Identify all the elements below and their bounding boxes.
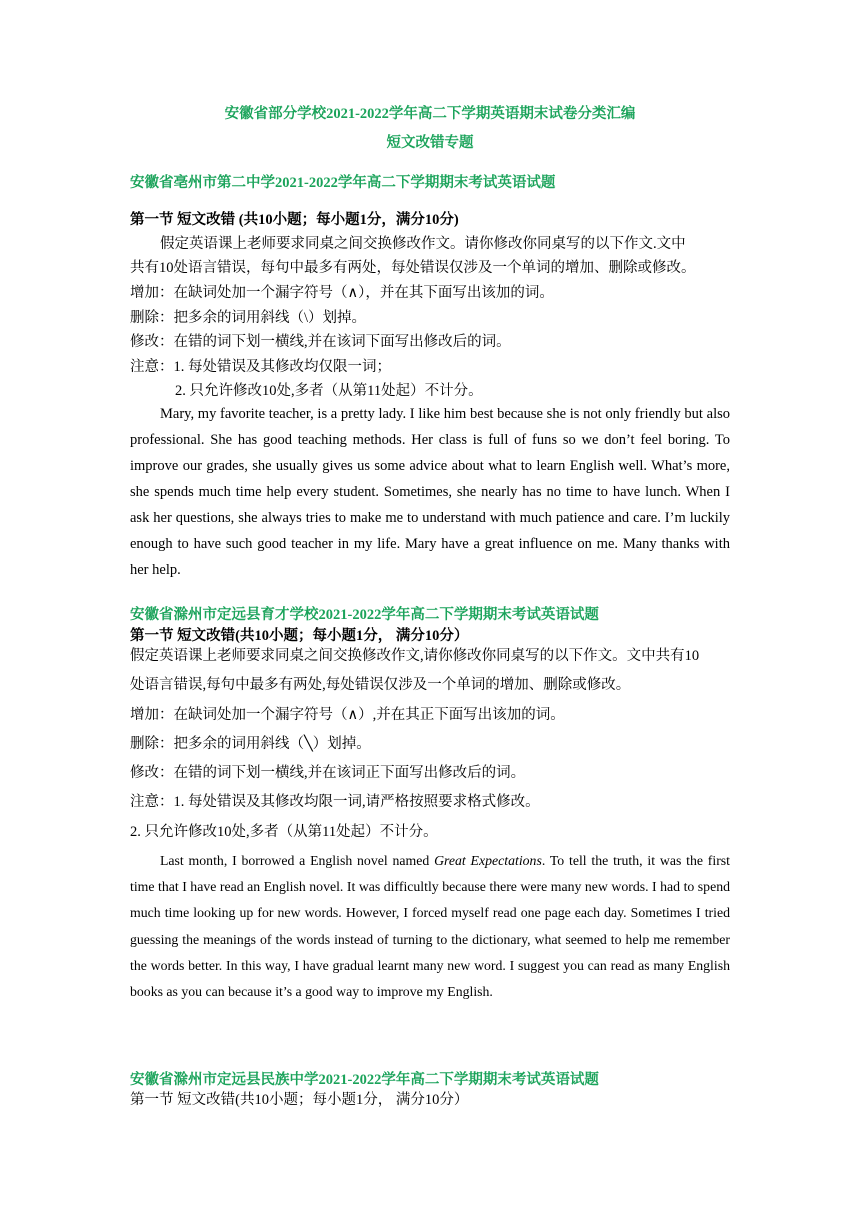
- section1-passage: Mary, my favorite teacher, is a pretty lady. I like him best because she is not only friendly but also professional. She has good teaching methods. Her class is full of funs so we don’t feel boring. To improve our grades, she usually gives us some advice about what to learn English well. What’s more, she spends much time help every student. Sometimes, she nearly has no time to have lunch. When I ask her questions, she always tries to make me to understand with much patience and care. I’m luckily enough to have such good teacher in my life. Mary have a great influence on me. Many thanks with her help.: [130, 406, 730, 578]
- document-subtitle: 短文改错专题: [386, 135, 474, 151]
- section1-note1: 注意：1. 每处错误及其修改均仅限一词；: [130, 359, 391, 375]
- section1-instruction-line2: 共有10处语言错误，每句中最多有两处，每处错误仅涉及一个单词的增加、删除或修改。: [130, 260, 696, 276]
- section2-modify-rule: 修改：在错的词下划一横线,并在该词正下面写出修改后的词。: [130, 765, 526, 781]
- section3-school-heading: 安徽省滁州市定远县民族中学2021-2022学年高二下学期期末考试英语试题: [130, 1072, 599, 1088]
- section1-part-heading: 第一节 短文改错 (共10小题；每小题1分，满分10分): [130, 212, 459, 228]
- section2-instruction-line1: 假定英语课上老师要求同桌之间交换修改作文,请你修改你同桌写的以下作文。文中共有10: [130, 648, 700, 664]
- section1-school-heading: 安徽省亳州市第二中学2021-2022学年高二下学期期末考试英语试题: [130, 175, 556, 191]
- section2-note1: 注意：1. 每处错误及其修改均限一词,请严格按照要求格式修改。: [130, 794, 540, 810]
- section2-passage: Last month, I borrowed a English novel named Great Expectations. To tell the truth, it was the first time that I have read an English novel. It was difficultly because there were many new words. I had to spend much time looking up for new words. However, I forced myself read one page each day. Sometimes I tried guessing the meanings of the words instead of turning to the dictionary, what seemed to help me remember the words better. In this way, I have gradual learnt many new word. I suggest you can read as many English books as you can because it’s a good way to improve my English.: [130, 853, 731, 1000]
- section2-school-heading: 安徽省滁州市定远县育才学校2021-2022学年高二下学期期末考试英语试题: [130, 607, 599, 623]
- section3-part-heading: 第一节 短文改错(共10小题；每小题1分， 满分10分）: [130, 1092, 469, 1108]
- section2-note2: 2. 只允许修改10处,多者（从第11处起）不计分。: [130, 824, 438, 840]
- novel-title: Great Expectations: [434, 853, 542, 868]
- section2-add-rule: 增加：在缺词处加一个漏字符号（∧）,并在其正下面写出该加的词。: [130, 707, 565, 723]
- section1-instruction-line1: 假定英语课上老师要求同桌之间交换修改作文。请你修改你同桌写的以下作文.文中: [160, 236, 686, 252]
- section2-delete-rule: 删除：把多余的词用斜线（╲）划掉。: [130, 736, 371, 752]
- document-title: 安徽省部分学校2021-2022学年高二下学期英语期末试卷分类汇编: [224, 106, 636, 122]
- section1-delete-rule: 删除：把多余的词用斜线（\）划掉。: [130, 310, 367, 326]
- section1-add-rule: 增加：在缺词处加一个漏字符号（∧），并在其下面写出该加的词。: [130, 285, 554, 301]
- section1-modify-rule: 修改：在错的词下划一横线,并在该词下面写出修改后的词。: [130, 334, 511, 350]
- section2-instruction-line2: 处语言错误,每句中最多有两处,每处错误仅涉及一个单词的增加、删除或修改。: [130, 677, 631, 693]
- section1-note2: 2. 只允许修改10处,多者（从第11处起）不计分。: [175, 383, 483, 399]
- section2-part-heading: 第一节 短文改错(共10小题；每小题1分， 满分10分）: [130, 628, 469, 644]
